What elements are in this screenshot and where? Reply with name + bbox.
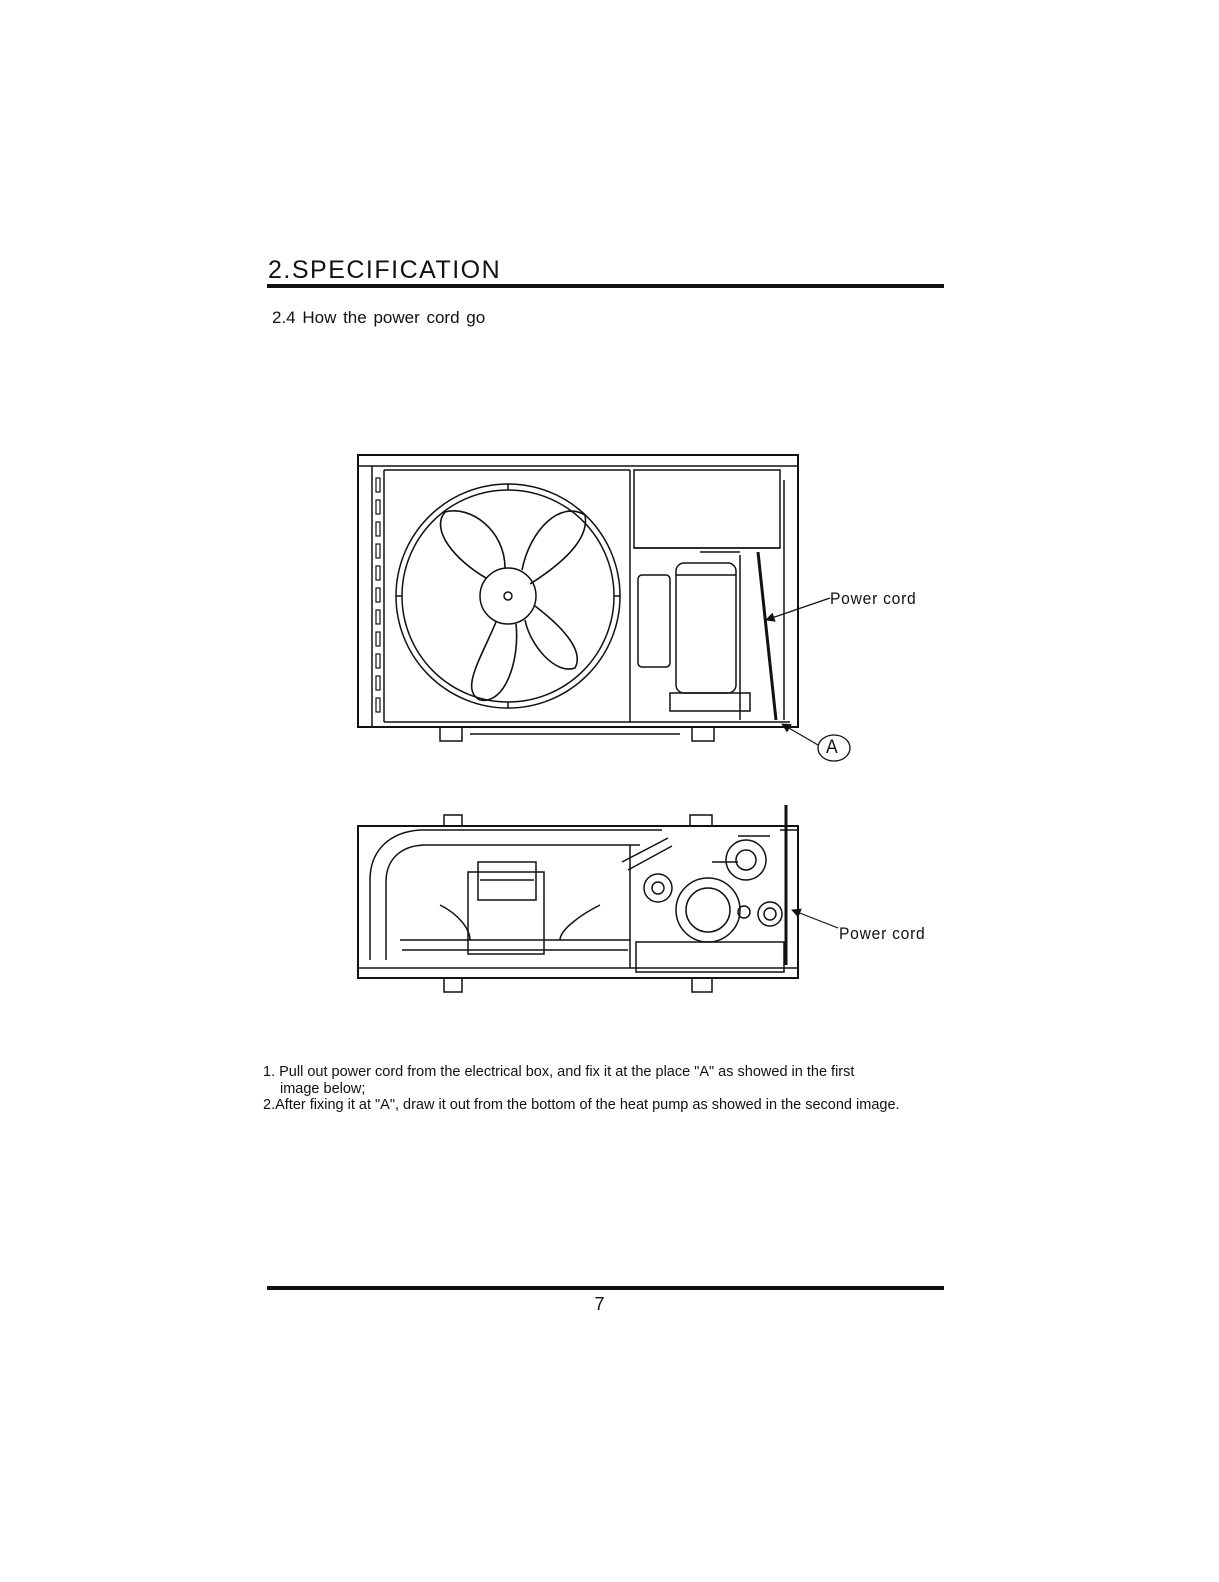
point-a-marker: A [826, 737, 838, 758]
instruction-step-1-line-2: image below; [280, 1081, 366, 1097]
page-number: 7 [594, 1294, 605, 1314]
power-cord-label-front: Power cord [830, 589, 917, 608]
section-title: 2.SPECIFICATION [268, 256, 502, 284]
front-view-figure [358, 455, 850, 761]
footer-rule [267, 1286, 944, 1290]
power-cord-label-bottom: Power cord [839, 924, 926, 943]
instruction-step-1-line-1: 1. Pull out power cord from the electrical box, and fix it at the place "A" as showed in the first [263, 1064, 855, 1080]
subsection-title: 2.4 How the power cord go [272, 308, 486, 327]
bottom-view-figure [358, 805, 838, 992]
instruction-step-2: 2.After fixing it at "A", draw it out from the bottom of the heat pump as showed in the second image. [263, 1097, 900, 1113]
